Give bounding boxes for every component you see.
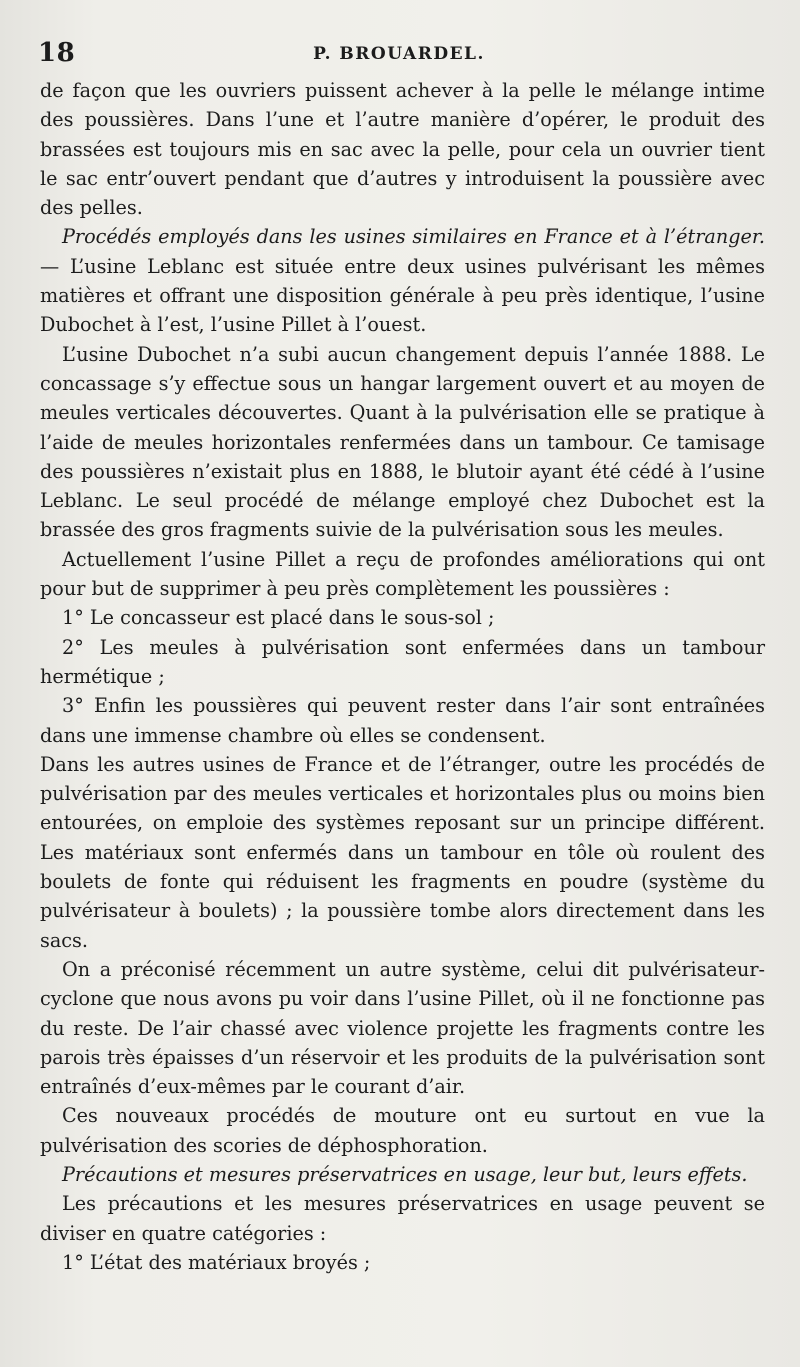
page-number: 18 [38,38,76,68]
paragraph: de façon que les ouvriers puissent achever à la pelle le mélange intime des poussières. Dans l’une et l’autre manière d’opérer, le produit des brassées est toujours mis en sac avec la pelle, pour cela un ouvrier tient le sac entr’ouvert pendant que d’autres y introduisent la poussière avec des pelles. [40,79,765,220]
paragraph: Dans les autres usines de France et de l’étranger, outre les procédés de pulvérisation par des meules verticales et horizontales plus ou moins bien entourées, on emploie des systèmes reposant sur un principe différent. Les matériaux sont enfermés dans un tambour en tôle où roulent des boulets de fonte qui réduisent les fragments en poudre (système du pulvérisateur à boulets) ; la poussière tombe alors directement dans les sacs. [40,752,765,952]
paragraph: Les précautions et les mesures préservatrices en usage peuvent se diviser en quatre catégories : [40,1192,765,1245]
section-paragraph-procedes [40,222,765,339]
paragraph: On a préconisé récemment un autre système, celui dit pulvérisateur-cyclone que nous avons pu voir dans l’usine Pillet, où il ne fonctionne pas du reste. De l’air chassé avec violence projette les fragments contre les parois très épaisses d’un réservoir et les produits de la pulvérisation sont entraînés d’eux-mêmes par le courant d’air. [40,957,765,1099]
running-head: P. BROUARDEL. [313,44,485,64]
list-item: 3° Enfin les poussières qui peuvent rester dans l’air sont entraînées dans une immense chambre où elles se condensent. [40,694,765,747]
section-heading-procedes: Procédés employés dans les usines similaires en France et à l’étranger. [62,225,765,249]
paragraph: Actuellement l’usine Pillet a reçu de profondes améliorations qui ont pour but de supprimer à peu près complètement les poussières : [40,547,765,601]
page-header [38,38,760,72]
list-item: 1° L’état des matériaux broyés ; [62,1250,371,1274]
paragraph: Ces nouveaux procédés de mouture ont eu surtout en vue la pulvérisation des scories de déphosphoration. [40,1104,765,1157]
paragraph-text: — L’usine Leblanc est située entre deux usines pulvérisant les mêmes matières et offrant une disposition générale à peu près identique, l’usine Dubochet à l’est, l’usine Pillet à l’ouest. [40,254,765,337]
section-heading-precautions: Précautions et mesures préservatrices en usage, leur but, leurs effets. [62,1162,748,1186]
list-item: 1° Le concasseur est placé dans le sous-sol ; [62,606,495,630]
paragraph: L’usine Dubochet n’a subi aucun changement depuis l’année 1888. Le concassage s’y effectue sous un hangar largement ouvert et au moyen de meules verticales découvertes. Quant à la pulvérisation elle se pratique à l’aide de meules horizontales renfermées dans un tambour. Ce tamisage des poussières n’existait plus en 1888, le blutoir ayant été cédé à l’usine Leblanc. Le seul procédé de mélange employé chez Dubochet est la brassée des gros fragments suivie de la pulvérisation sous les meules. [40,342,765,542]
list-item: 2° Les meules à pulvérisation sont enfermées dans un tambour hermétique ; [40,635,765,688]
body-text [40,76,765,1277]
